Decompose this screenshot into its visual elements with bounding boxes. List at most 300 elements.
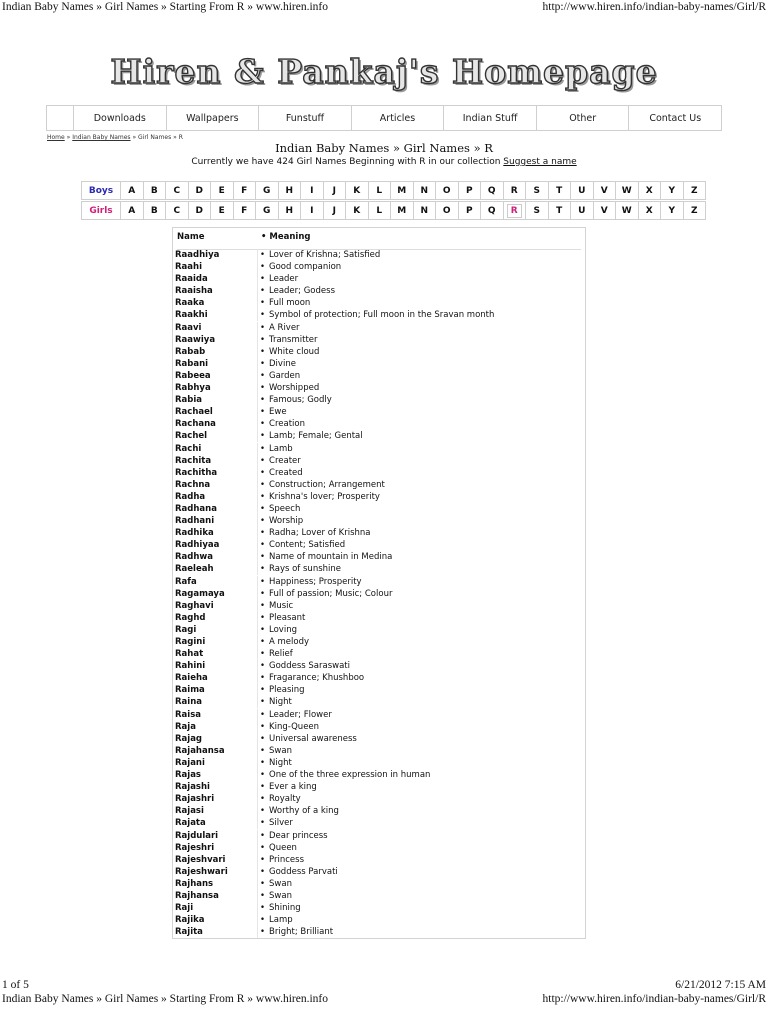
- meaning-text: Lamb: [269, 443, 293, 454]
- boys-letter-z[interactable]: Z: [683, 182, 706, 200]
- nav-item-contact-us[interactable]: Contact Us: [649, 112, 702, 124]
- column-header-meaning: • Meaning: [261, 232, 311, 242]
- meaning-cell: [257, 926, 333, 938]
- meaning-cell: [257, 576, 362, 588]
- meaning-text: Krishna's lover; Prosperity: [269, 491, 380, 502]
- table-row: [173, 648, 585, 660]
- girls-letter-y[interactable]: Y: [661, 202, 684, 220]
- bullet-icon: •: [260, 431, 266, 442]
- girls-letter-z[interactable]: Z: [683, 202, 706, 220]
- table-row: [173, 745, 585, 757]
- meaning-cell: [257, 406, 287, 418]
- meaning-text: Queen: [269, 842, 297, 853]
- boys-label[interactable]: Boys: [82, 182, 121, 200]
- meaning-text: Silver: [269, 818, 293, 829]
- bullet-icon: •: [260, 806, 266, 817]
- name-cell: Rajhans: [175, 878, 214, 889]
- girls-letter-b[interactable]: B: [143, 202, 166, 220]
- meaning-cell: [257, 842, 297, 854]
- boys-letter-u[interactable]: U: [571, 182, 594, 200]
- table-row: [173, 261, 585, 273]
- column-header-name: Name: [177, 232, 205, 242]
- girls-letter-w[interactable]: W: [616, 202, 639, 220]
- meaning-cell: [257, 733, 357, 745]
- boys-letter-k[interactable]: K: [346, 182, 369, 200]
- boys-letter-p[interactable]: P: [458, 182, 481, 200]
- nav-item-indian-stuff[interactable]: Indian Stuff: [444, 106, 537, 130]
- name-cell: Rajhansa: [175, 890, 219, 901]
- name-cell: Rachitha: [175, 467, 218, 478]
- meaning-cell: [257, 551, 392, 563]
- girls-letter-e[interactable]: E: [211, 202, 234, 220]
- meaning-text: Rays of sunshine: [269, 564, 341, 575]
- girls-letter-u[interactable]: U: [571, 202, 594, 220]
- meaning-text: A melody: [269, 637, 310, 647]
- name-cell: Rajeshri: [175, 842, 215, 853]
- bullet-icon: •: [260, 782, 266, 793]
- boys-letter-f[interactable]: F: [233, 182, 256, 200]
- girls-letter-f[interactable]: F: [233, 202, 256, 220]
- current-letter-marker: R: [507, 204, 522, 218]
- print-footer-datetime: 6/21/2012 7:15 AM: [675, 979, 766, 991]
- table-row: [173, 309, 585, 321]
- girls-label[interactable]: Girls: [82, 202, 121, 220]
- meaning-text: Universal awareness: [269, 733, 357, 744]
- name-cell: Raaida: [175, 274, 208, 285]
- meaning-cell: [257, 563, 341, 575]
- bullet-icon: •: [260, 274, 266, 285]
- meaning-text: Created: [269, 467, 303, 478]
- name-cell: Rabeea: [175, 370, 211, 381]
- table-row: [173, 878, 585, 890]
- print-footer-page: 1 of 5: [2, 979, 29, 991]
- name-cell: Ragini: [175, 637, 206, 647]
- table-row: [173, 455, 585, 467]
- names-table-body: [173, 249, 585, 938]
- name-cell: Ragi: [175, 624, 197, 635]
- meaning-text: Lamp: [269, 915, 293, 926]
- nav-item-wallpapers[interactable]: Wallpapers: [167, 106, 260, 130]
- girls-letter-n[interactable]: N: [413, 202, 436, 220]
- boys-letter-t[interactable]: T: [548, 182, 571, 200]
- bullet-icon: •: [260, 842, 266, 853]
- meaning-text: Construction; Arrangement: [269, 479, 385, 490]
- bullet-icon: •: [260, 358, 266, 369]
- table-row: [173, 418, 585, 430]
- breadcrumb-indian-baby-names[interactable]: Indian Baby Names: [72, 134, 131, 141]
- girls-letter-o[interactable]: O: [436, 202, 459, 220]
- meaning-cell: [257, 479, 385, 491]
- meaning-text: Worshipped: [269, 383, 320, 394]
- meaning-text: Relief: [269, 649, 293, 660]
- bullet-icon: •: [260, 794, 266, 805]
- meaning-text: Night: [269, 757, 292, 768]
- boys-letter-y[interactable]: Y: [661, 182, 684, 200]
- page-title: Indian Baby Names » Girl Names » R: [275, 141, 493, 155]
- table-row: [173, 443, 585, 455]
- breadcrumb-girl-names: Girl Names: [138, 134, 172, 141]
- meaning-cell: [257, 769, 430, 781]
- bullet-icon: •: [260, 286, 266, 297]
- name-cell: Rajashri: [175, 794, 215, 805]
- boys-letter-v[interactable]: V: [593, 182, 616, 200]
- boys-letter-j[interactable]: J: [323, 182, 346, 200]
- meaning-text: Music: [269, 600, 294, 611]
- nav-item-other[interactable]: Other: [537, 106, 630, 130]
- breadcrumb-sep: »: [171, 134, 179, 141]
- meaning-cell: [257, 539, 345, 551]
- name-cell: Radhana: [175, 503, 217, 514]
- meaning-text: Goddess Saraswati: [269, 661, 350, 672]
- table-row: [173, 370, 585, 382]
- boys-letter-n[interactable]: N: [413, 182, 436, 200]
- main-nav: [46, 105, 722, 131]
- meaning-cell: [257, 781, 317, 793]
- meaning-text: Good companion: [269, 262, 342, 273]
- meaning-cell: [257, 745, 292, 757]
- nav-item-funstuff[interactable]: Funstuff: [259, 106, 352, 130]
- girls-letter-a[interactable]: A: [121, 202, 144, 220]
- girls-letter-p[interactable]: P: [458, 202, 481, 220]
- bullet-icon: •: [260, 419, 266, 430]
- meaning-cell: [257, 709, 332, 721]
- meaning-text: Lamb; Female; Gental: [269, 431, 363, 442]
- table-row: [173, 660, 585, 672]
- name-cell: Rahat: [175, 649, 204, 660]
- meaning-text: Swan: [269, 745, 292, 756]
- bullet-icon: •: [260, 866, 266, 877]
- meaning-text: Divine: [269, 358, 296, 369]
- girls-letter-s[interactable]: S: [526, 202, 549, 220]
- name-cell: Rajata: [175, 818, 206, 829]
- meaning-cell: [257, 914, 293, 926]
- girls-letter-j[interactable]: J: [323, 202, 346, 220]
- bullet-icon: •: [260, 564, 266, 575]
- bullet-icon: •: [260, 516, 266, 527]
- meaning-text: Happiness; Prosperity: [269, 576, 362, 587]
- bullet-icon: •: [260, 927, 266, 938]
- meaning-cell: [257, 793, 301, 805]
- boys-letter-a[interactable]: A: [121, 182, 144, 200]
- meaning-cell: [257, 854, 304, 866]
- bullet-icon: •: [260, 757, 266, 768]
- boys-letter-x[interactable]: X: [638, 182, 661, 200]
- meaning-text: Transmitter: [269, 334, 318, 345]
- meaning-text: Full moon: [269, 298, 311, 309]
- collection-count: [0, 157, 768, 167]
- name-cell: Rajeshvari: [175, 854, 226, 865]
- girls-letter-r[interactable]: [503, 202, 526, 220]
- name-cell: Rachana: [175, 419, 216, 430]
- name-cell: Raadhiya: [175, 250, 220, 260]
- boys-letter-s[interactable]: S: [526, 182, 549, 200]
- table-row: [173, 551, 585, 563]
- bullet-icon: •: [260, 528, 266, 539]
- meaning-text: White cloud: [269, 346, 320, 357]
- table-row: [173, 588, 585, 600]
- meaning-cell: [257, 696, 292, 708]
- table-row: [173, 576, 585, 588]
- meaning-text: King-Queen: [269, 721, 320, 732]
- table-row: [173, 624, 585, 636]
- boys-letter-w[interactable]: W: [616, 182, 639, 200]
- meaning-text: Worthy of a king: [269, 806, 339, 817]
- bullet-icon: •: [260, 322, 266, 333]
- meaning-cell: [257, 612, 305, 624]
- table-row: [173, 515, 585, 527]
- bullet-icon: •: [260, 576, 266, 587]
- name-cell: Ragamaya: [175, 588, 225, 599]
- table-row: [173, 769, 585, 781]
- meaning-text: Lover of Krishna; Satisfied: [269, 250, 381, 260]
- girls-letter-h[interactable]: H: [278, 202, 301, 220]
- table-row: [173, 793, 585, 805]
- bullet-icon: •: [260, 250, 266, 260]
- meaning-cell: [257, 358, 296, 370]
- name-cell: Raieha: [175, 673, 208, 684]
- meaning-text: Shining: [269, 903, 301, 914]
- meaning-text: Swan: [269, 878, 292, 889]
- meaning-text: Speech: [269, 503, 301, 514]
- bullet-icon: •: [260, 383, 266, 394]
- boys-letter-b[interactable]: B: [143, 182, 166, 200]
- girls-letter-q[interactable]: Q: [481, 202, 504, 220]
- meaning-cell: [257, 890, 292, 902]
- meaning-text: Name of mountain in Medina: [269, 552, 393, 563]
- name-cell: Raisa: [175, 709, 201, 720]
- name-cell: Raaisha: [175, 286, 213, 297]
- bullet-icon: •: [260, 878, 266, 889]
- bullet-icon: •: [260, 262, 266, 273]
- girls-letter-t[interactable]: T: [548, 202, 571, 220]
- bullet-icon: •: [260, 612, 266, 623]
- meaning-text: Creation: [269, 419, 305, 430]
- girls-letter-m[interactable]: M: [391, 202, 414, 220]
- girls-alphabet-row: [81, 201, 706, 220]
- meaning-text: Night: [269, 697, 292, 708]
- nav-item-downloads[interactable]: Downloads: [74, 106, 167, 130]
- name-cell: Rajas: [175, 770, 201, 781]
- bullet-icon: •: [260, 467, 266, 478]
- boys-letter-h[interactable]: H: [278, 182, 301, 200]
- bullet-icon: •: [260, 588, 266, 599]
- name-cell: Rajahansa: [175, 745, 225, 756]
- meaning-cell: [257, 503, 300, 515]
- girls-letter-v[interactable]: V: [593, 202, 616, 220]
- breadcrumb-home[interactable]: Home: [47, 134, 65, 141]
- meaning-text: Radha; Lover of Krishna: [269, 528, 371, 539]
- breadcrumb-sep: »: [64, 134, 73, 141]
- table-row: [173, 926, 585, 938]
- table-row: [173, 563, 585, 575]
- meaning-cell: [257, 309, 494, 321]
- name-cell: Rabani: [175, 358, 209, 369]
- meaning-text: Creater: [269, 455, 301, 466]
- boys-letter-o[interactable]: O: [436, 182, 459, 200]
- collection-count-text: Currently we have 424 Girl Names Beginning with R in our collection: [191, 157, 501, 167]
- name-cell: Raghavi: [175, 600, 214, 611]
- table-row: [173, 817, 585, 829]
- bullet-icon: •: [260, 637, 266, 647]
- name-cell: Rafa: [175, 576, 197, 587]
- table-row: [173, 696, 585, 708]
- name-cell: Radhwa: [175, 552, 214, 563]
- meaning-cell: [257, 297, 310, 309]
- girls-letter-d[interactable]: D: [188, 202, 211, 220]
- meaning-cell: [257, 866, 338, 878]
- table-row: [173, 854, 585, 866]
- name-cell: Raghd: [175, 612, 206, 623]
- boys-letter-e[interactable]: E: [211, 182, 234, 200]
- table-row: [173, 527, 585, 539]
- table-row: [173, 733, 585, 745]
- meaning-cell: [257, 285, 335, 297]
- girls-letter-k[interactable]: K: [346, 202, 369, 220]
- meaning-text: Symbol of protection; Full moon in the Sravan month: [269, 310, 495, 321]
- meaning-text: Content; Satisfied: [269, 540, 346, 551]
- meaning-cell: [257, 382, 319, 394]
- meaning-text: Swan: [269, 890, 292, 901]
- table-row: [173, 709, 585, 721]
- meaning-text: Goddess Parvati: [269, 866, 338, 877]
- site-logo[interactable]: Hiren & Pankaj's Homepage: [110, 52, 658, 91]
- breadcrumb-sep: »: [130, 134, 139, 141]
- name-cell: Raawiya: [175, 334, 216, 345]
- name-cell: Rabia: [175, 395, 203, 406]
- boys-letter-l[interactable]: L: [368, 182, 391, 200]
- table-row: [173, 334, 585, 346]
- boys-alphabet-row: [81, 181, 706, 200]
- name-cell: Radhani: [175, 516, 215, 527]
- meaning-cell: [257, 588, 392, 600]
- table-row: [173, 322, 585, 334]
- name-cell: Raji: [175, 903, 194, 914]
- table-row: [173, 491, 585, 503]
- table-row: [173, 866, 585, 878]
- table-row: [173, 382, 585, 394]
- meaning-cell: [257, 817, 293, 829]
- table-row: [173, 902, 585, 914]
- meaning-cell: [257, 672, 364, 684]
- girls-letter-g[interactable]: G: [256, 202, 279, 220]
- name-cell: Rahini: [175, 661, 206, 672]
- bullet-icon: •: [260, 649, 266, 660]
- table-row: [173, 539, 585, 551]
- name-cell: Rabab: [175, 346, 206, 357]
- meaning-cell: [257, 660, 350, 672]
- print-footer-url: http://www.hiren.info/indian-baby-names/Girl/R: [542, 993, 766, 1005]
- meaning-cell: [257, 394, 332, 406]
- table-row: [173, 430, 585, 442]
- table-row: [173, 503, 585, 515]
- meaning-cell: [257, 346, 319, 358]
- names-table-header: [177, 232, 581, 246]
- table-row: [173, 842, 585, 854]
- name-cell: Rachel: [175, 431, 208, 442]
- meaning-text: Leader: [269, 274, 299, 285]
- meaning-text: Princess: [269, 854, 304, 865]
- meaning-text: Bright; Brilliant: [269, 927, 334, 938]
- table-row: [173, 467, 585, 479]
- meaning-cell: [257, 467, 303, 479]
- meaning-cell: [257, 830, 328, 842]
- bullet-icon: •: [260, 733, 266, 744]
- table-row: [173, 273, 585, 285]
- table-row: [173, 297, 585, 309]
- girls-letter-i[interactable]: I: [301, 202, 324, 220]
- bullet-icon: •: [260, 600, 266, 611]
- name-cell: Rajdulari: [175, 830, 219, 841]
- bullet-icon: •: [260, 854, 266, 865]
- meaning-cell: [257, 721, 319, 733]
- table-row: [173, 721, 585, 733]
- boys-letter-c[interactable]: C: [166, 182, 189, 200]
- table-row: [173, 406, 585, 418]
- boys-letter-i[interactable]: I: [301, 182, 324, 200]
- name-cell: Raahi: [175, 262, 202, 273]
- name-cell: Rajita: [175, 927, 203, 938]
- table-row: [173, 600, 585, 612]
- bullet-icon: •: [260, 298, 266, 309]
- meaning-cell: [257, 684, 305, 696]
- girls-letter-c[interactable]: C: [166, 202, 189, 220]
- name-cell: Rajasi: [175, 806, 204, 817]
- bullet-icon: •: [260, 673, 266, 684]
- name-cell: Rachita: [175, 455, 212, 466]
- bullet-icon: •: [260, 443, 266, 454]
- meaning-text: One of the three expression in human: [269, 770, 431, 781]
- suggest-name-link[interactable]: Suggest a name: [503, 157, 577, 167]
- meaning-text: Fragarance; Khushboo: [269, 673, 365, 684]
- meaning-text: Full of passion; Music; Colour: [269, 588, 393, 599]
- nav-item-articles[interactable]: Articles: [352, 106, 445, 130]
- bullet-icon: •: [260, 310, 266, 321]
- name-cell: Raima: [175, 685, 205, 696]
- meaning-text: Leader; Flower: [269, 709, 332, 720]
- boys-letter-r[interactable]: R: [503, 182, 526, 200]
- name-cell: Radha: [175, 491, 206, 502]
- meaning-text: Loving: [269, 624, 297, 635]
- name-cell: Raina: [175, 697, 202, 708]
- table-row: [173, 285, 585, 297]
- boys-letter-g[interactable]: G: [256, 182, 279, 200]
- bullet-icon: •: [260, 540, 266, 551]
- bullet-icon: •: [260, 346, 266, 357]
- meaning-text: Pleasant: [269, 612, 306, 623]
- girls-letter-l[interactable]: L: [368, 202, 391, 220]
- name-cell: Raaka: [175, 298, 205, 309]
- table-row: [173, 684, 585, 696]
- bullet-icon: •: [260, 721, 266, 732]
- bullet-icon: •: [260, 552, 266, 563]
- bullet-icon: •: [260, 770, 266, 781]
- girls-letter-x[interactable]: X: [638, 202, 661, 220]
- table-row: [173, 757, 585, 769]
- meaning-text: Royalty: [269, 794, 301, 805]
- bullet-icon: •: [260, 503, 266, 514]
- boys-letter-d[interactable]: D: [188, 182, 211, 200]
- name-cell: Rachael: [175, 407, 213, 418]
- table-row: [173, 781, 585, 793]
- boys-letter-m[interactable]: M: [391, 182, 414, 200]
- bullet-icon: •: [260, 491, 266, 502]
- meaning-text: Famous; Godly: [269, 395, 332, 406]
- bullet-icon: •: [260, 890, 266, 901]
- bullet-icon: •: [260, 661, 266, 672]
- table-row: [173, 249, 585, 261]
- boys-letter-q[interactable]: Q: [481, 182, 504, 200]
- table-row: [173, 479, 585, 491]
